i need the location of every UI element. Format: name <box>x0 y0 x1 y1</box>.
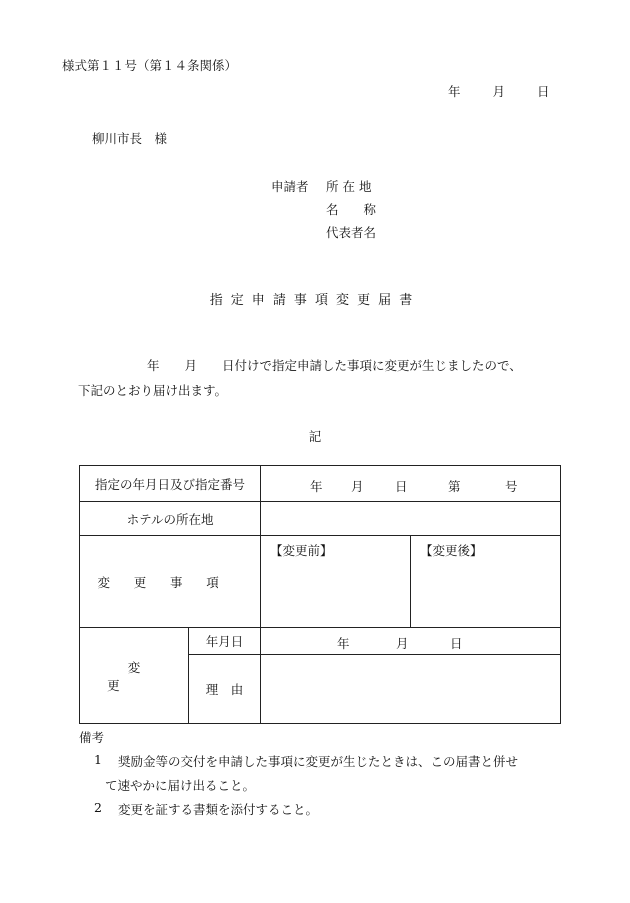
name-label: 名 称 <box>326 202 377 217</box>
body-line-1-rest: 日付けで指定申請した事項に変更が生じましたので、 <box>222 358 522 373</box>
designation-value[interactable] <box>261 466 561 502</box>
designation-month: 月 <box>351 478 364 494</box>
applicant-block <box>271 175 376 244</box>
body-year: 年 <box>147 358 160 373</box>
after-label: 【変更後】 <box>420 543 483 558</box>
change-notification-table <box>79 465 561 724</box>
body-line-1 <box>147 356 522 374</box>
change-items-label: 変更事項 <box>80 536 261 628</box>
change-date-value[interactable] <box>261 628 561 655</box>
change-year: 年 <box>337 635 350 651</box>
submission-date <box>448 82 550 100</box>
change-month: 月 <box>396 635 409 651</box>
hotel-address-value[interactable] <box>261 502 561 536</box>
reason-value[interactable] <box>261 655 561 724</box>
body-month: 月 <box>184 358 198 373</box>
note-1-number: 1 <box>94 752 102 767</box>
designation-day: 日 <box>395 478 408 494</box>
table-row-change-items <box>80 536 561 628</box>
after-change-cell[interactable] <box>411 536 561 628</box>
designation-dai: 第 <box>448 478 461 494</box>
applicant-label: 申請者 <box>271 179 309 194</box>
table-row-change-date <box>80 628 561 655</box>
note-1-line-1: 奨励金等の交付を申請した事項に変更が生じたときは、この届書と併せ <box>118 754 519 769</box>
addressee: 柳川市長 様 <box>92 131 168 146</box>
document-title: 指定申請事項変更届書 <box>209 293 421 308</box>
designation-label: 指定の年月日及び指定番号 <box>80 466 261 502</box>
change-day: 日 <box>450 635 463 651</box>
note-2-number: 2 <box>94 800 102 815</box>
designation-go: 号 <box>505 478 518 494</box>
date-label: 年月日 <box>189 628 261 655</box>
before-label: 【変更前】 <box>270 543 333 558</box>
ki-heading: 記 <box>308 429 322 444</box>
table-row-hotel-address <box>80 502 561 536</box>
form-number: 様式第１１号（第１４条関係） <box>62 58 238 73</box>
notes-heading: 備考 <box>79 730 105 745</box>
date-month: 月 <box>492 84 506 99</box>
body-line-2: 下記のとおり届け出ます。 <box>78 383 228 398</box>
reason-label: 理 由 <box>189 655 261 724</box>
note-2-text: 変更を証する書類を添付すること。 <box>118 802 319 817</box>
designation-year: 年 <box>310 478 323 494</box>
table-row-designation <box>80 466 561 502</box>
before-change-cell[interactable] <box>261 536 411 628</box>
note-1-line-2: て速やかに届け出ること。 <box>105 778 256 793</box>
address-label: 所 在 地 <box>326 179 372 194</box>
change-label: 変更 <box>80 628 189 724</box>
hotel-address-label: ホテルの所在地 <box>80 502 261 536</box>
representative-label: 代表者名 <box>326 225 377 240</box>
date-day: 日 <box>537 84 550 99</box>
date-year: 年 <box>448 84 461 99</box>
